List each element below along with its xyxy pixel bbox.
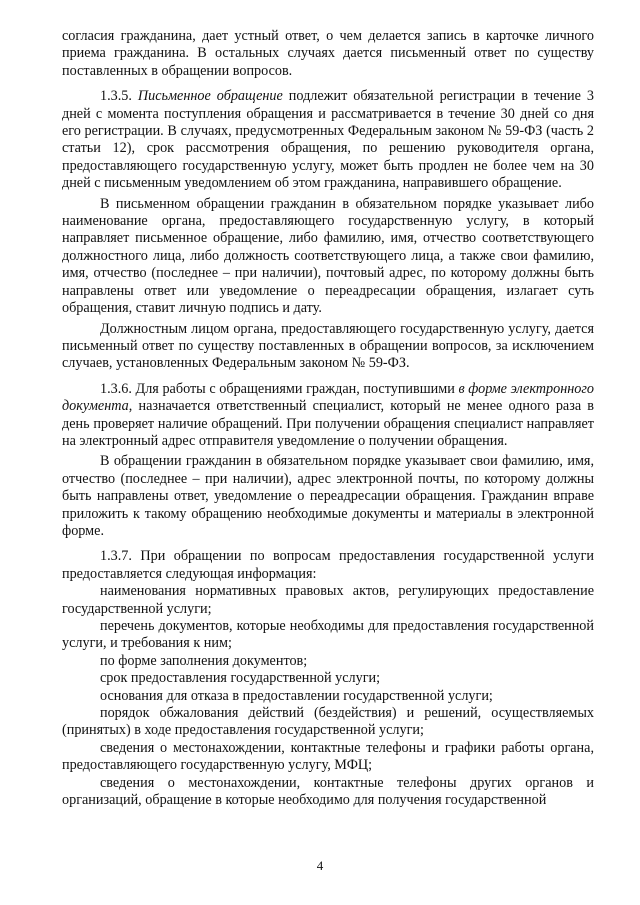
clause-text: , назначается ответственный специалист, который не менее одного раза в день проверяет наличие обращений. При получении обращения специалист направляет на электронный адрес отправителя уведомление о получении обращения. <box>62 398 594 449</box>
paragraph-1-3-7: 1.3.7. При обращении по вопросам предоставления государственной услуги предоставляется следующая информация: <box>62 548 594 582</box>
clause-text-lead: 1.3.6. Для работы с обращениями граждан, поступившими <box>100 380 459 397</box>
list-item: срок предоставления государственной услуги; <box>100 670 381 687</box>
emphasis-electronic-document: в форме электронного документа <box>62 380 595 415</box>
paragraph-1-3-6 <box>62 381 594 451</box>
list-item: порядок обжалования действий (бездействия) и решений, осуществляемых (принятых) в ходе предоставления государственной услуги; <box>62 705 594 739</box>
list-item: сведения о местонахождении, контактные телефоны и графики работы органа, предоставляющего государственную услугу, МФЦ; <box>62 739 594 774</box>
clause-number: 1.3.5. <box>100 88 138 105</box>
page-number: 4 <box>316 858 324 873</box>
paragraph-continuation: согласия гражданина, дает устный ответ, о чем делается запись в карточке личного приема гражданина. В остальных случаях дается письменный ответ по существу поставленных в обращении вопросов. <box>62 28 594 79</box>
document-body <box>62 28 594 809</box>
list-item: основания для отказа в предоставлении государственной услуги; <box>100 687 493 704</box>
list-item: перечень документов, которые необходимы для предоставления государственной услуги, и требования к ним; <box>62 618 594 652</box>
emphasis-written-appeal: Письменное обращение <box>137 88 283 105</box>
list-item: сведения о местонахождении, контактные телефоны других органов и организаций, обращение в которые необходимо для получения государственной <box>62 774 594 809</box>
clause-text: подлежит обязательной регистрации в течение 3 дней с момента поступления обращения и рассматривается в течение 30 дней со дня его регистрации. В случаях, предусмотренных Федеральным законом № 59-ФЗ (часть 2 статьи 12), срок рассмотрения обращения, по решению руководителя органа, предоставляющего государственную услугу, может быть продлен не более чем на 30 дней с письменным уведомлением об этом гражданина, направившего обращение. <box>62 88 595 192</box>
paragraph-electronic-appeal-content: В обращении гражданин в обязательном порядке указывает свои фамилию, имя, отчество (последнее – при наличии), адрес электронной почты, по которому должны быть направлены ответ, уведомление о переадресации обращения. Гражданин вправе приложить к такому обращению необходимые документы и материалы в электронной форме. <box>62 453 594 539</box>
list-item: по форме заполнения документов; <box>100 652 308 669</box>
list-item: наименования нормативных правовых актов, регулирующих предоставление государственной услуги; <box>62 583 594 617</box>
paragraph-official-answer: Должностным лицом органа, предоставляющего государственную услугу, дается письменный ответ по существу поставленных в обращении вопросов, за исключением случаев, установленных Федеральным законом № 59-ФЗ. <box>62 320 594 372</box>
paragraph-1-3-5 <box>62 88 594 192</box>
paragraph-written-appeal-content: В письменном обращении гражданин в обязательном порядке указывает либо наименование органа, предоставляющего государственную услугу, в который направляет письменное обращение, либо фамилию, имя, отчество соответствующего должностного лица, либо должность соответствующего лица, а также свои фамилию, имя, отчество (последнее – при наличии), почтовый адрес, по которому должны быть направлены ответ или уведомление о переадресации обращения, излагает суть обращения, ставит личную подпись и дату. <box>62 195 594 317</box>
